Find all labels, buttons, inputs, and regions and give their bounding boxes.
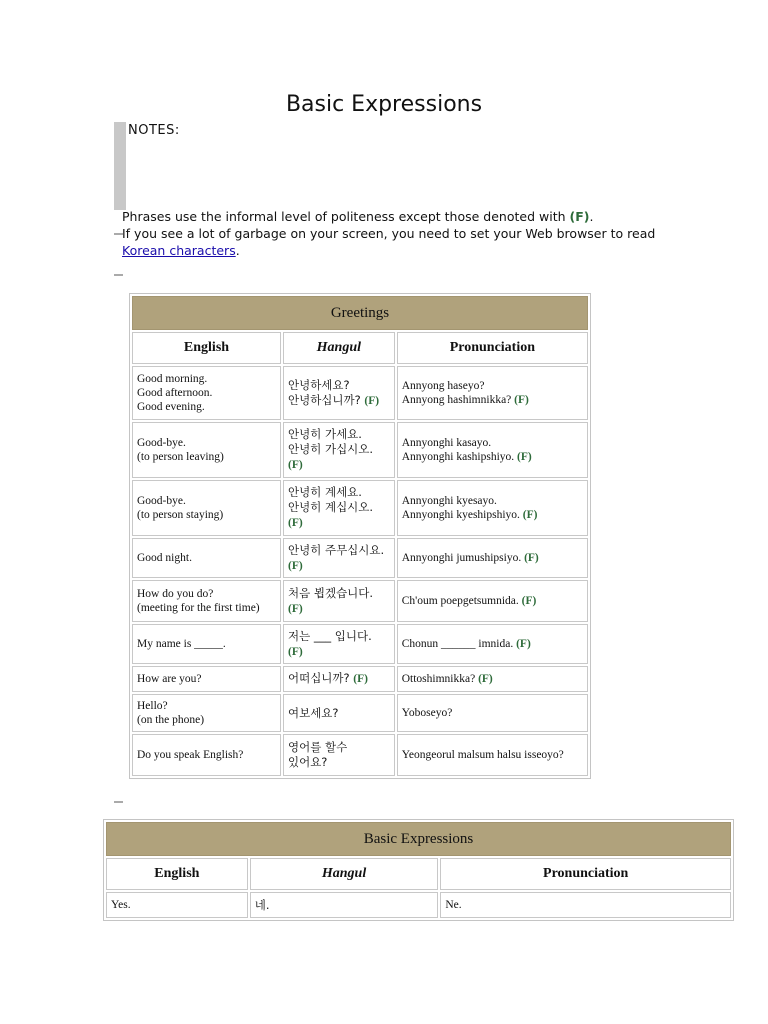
english-line: (to person leaving) xyxy=(137,451,224,463)
pronunciation-line xyxy=(402,748,583,762)
table-row xyxy=(132,538,588,578)
pronunciation-cell xyxy=(397,580,588,622)
divider-dash xyxy=(114,274,123,276)
pronunciation-text: Annyong haseyo? xyxy=(401,380,485,392)
hangul-text: 안녕히 가십시오. xyxy=(287,442,374,456)
hangul-text: 어떠십니까? xyxy=(287,671,350,685)
english-cell xyxy=(132,480,281,536)
english-line: Good-bye. xyxy=(137,495,186,507)
formal-marker: (F) xyxy=(287,602,303,615)
english-cell xyxy=(132,580,281,622)
english-line: Do you speak English? xyxy=(137,749,244,761)
hangul-text: 안녕하십니까? xyxy=(287,392,361,407)
english-line: Good night. xyxy=(137,552,192,564)
pronunciation-line xyxy=(402,551,583,565)
hangul-cell xyxy=(283,624,395,664)
pronunciation-text: Yoboseyo? xyxy=(401,707,453,719)
pronunciation-cell xyxy=(397,366,588,420)
english-cell xyxy=(132,666,281,692)
pronunciation-text: Annyonghi kyeshipshiyo. xyxy=(401,509,520,521)
pronunciation-text: Annyonghi kasayo. xyxy=(401,437,492,449)
formal-marker: (F) xyxy=(287,517,303,529)
politeness-note-end: . xyxy=(589,209,594,224)
pronunciation-cell xyxy=(397,694,588,732)
pronunciation-cell xyxy=(397,666,588,692)
english-cell xyxy=(132,734,281,776)
table-row xyxy=(132,480,588,536)
english-cell xyxy=(132,366,281,420)
hangul-text: 안녕히 계십시오. xyxy=(287,500,374,514)
pronunciation-line xyxy=(402,450,583,464)
english-line: (to person staying) xyxy=(137,509,224,521)
hangul-line xyxy=(288,442,390,457)
pronunciation-cell xyxy=(397,538,588,578)
pronunciation-text: Annyonghi jumushipsiyo. xyxy=(401,552,522,564)
hangul-line xyxy=(288,378,390,393)
hangul-text: 처음 뵙겠습니다. xyxy=(287,585,374,600)
table-row xyxy=(132,580,588,622)
formal-marker: (F) xyxy=(522,509,538,521)
hangul-cell xyxy=(283,666,395,692)
formal-marker: (F) xyxy=(287,459,303,471)
english-cell xyxy=(132,694,281,732)
hangul-line xyxy=(288,706,390,721)
divider-dash xyxy=(114,801,123,803)
hangul-text: 네. xyxy=(254,897,270,912)
hangul-line xyxy=(288,485,390,500)
table-row xyxy=(132,624,588,664)
encoding-note xyxy=(122,226,682,259)
english-line: (on the phone) xyxy=(137,714,205,726)
hangul-text: 안녕히 가세요. xyxy=(287,427,362,441)
hangul-text: 있어요? xyxy=(287,755,328,769)
pronunciation-line xyxy=(402,672,583,686)
korean-characters-link[interactable]: Korean characters xyxy=(122,242,236,258)
hangul-line xyxy=(288,543,390,558)
page-title: Basic Expressions xyxy=(285,92,483,117)
hangul-line xyxy=(288,601,390,617)
pronunciation-cell xyxy=(397,480,588,536)
hangul-line xyxy=(288,629,390,644)
table-row xyxy=(106,892,731,918)
notes-label: NOTES: xyxy=(128,123,180,138)
hangul-text: 저는 ___ 입니다. xyxy=(287,628,372,643)
formal-marker: (F) xyxy=(569,209,590,224)
formal-marker: (F) xyxy=(516,638,531,650)
pronunciation-cell xyxy=(397,422,588,478)
english-line: Good afternoon. xyxy=(137,387,213,399)
table-row xyxy=(132,734,588,776)
table-row xyxy=(132,694,588,732)
formal-marker: (F) xyxy=(521,595,537,607)
hangul-line xyxy=(288,427,390,442)
hangul-line xyxy=(288,740,390,755)
hangul-line xyxy=(288,457,390,473)
hangul-cell xyxy=(283,580,395,622)
hangul-line xyxy=(255,898,434,913)
formal-marker: (F) xyxy=(524,552,539,564)
politeness-note xyxy=(122,209,682,226)
hangul-line xyxy=(288,515,390,531)
hangul-line xyxy=(288,558,390,574)
pronunciation-text: Ch'oum poepgetsumnida. xyxy=(401,595,519,607)
english-cell xyxy=(132,538,281,578)
hangul-text: 영어를 할수 xyxy=(287,740,348,754)
hangul-line xyxy=(288,393,390,409)
english-line: (meeting for the first time) xyxy=(137,602,260,614)
column-header-hangul: Hangul xyxy=(250,858,439,890)
hangul-line xyxy=(288,500,390,515)
english-line: How are you? xyxy=(137,673,202,685)
table-row xyxy=(132,366,588,420)
pronunciation-line xyxy=(402,637,583,651)
hangul-cell xyxy=(250,892,439,918)
hangul-cell xyxy=(283,366,395,420)
pronunciation-cell xyxy=(397,734,588,776)
hangul-cell xyxy=(283,694,395,732)
pronunciation-line xyxy=(445,898,726,912)
pronunciation-line xyxy=(402,379,583,393)
hangul-line xyxy=(288,755,390,770)
pronunciation-text: Annyonghi kyesayo. xyxy=(401,495,497,507)
formal-marker: (F) xyxy=(514,394,529,406)
column-header-english: English xyxy=(106,858,248,890)
table-row xyxy=(132,666,588,692)
pronunciation-text: Ne. xyxy=(445,899,462,911)
hangul-line xyxy=(288,671,390,687)
pronunciation-text: Yeongeorul malsum halsu isseoyo? xyxy=(401,749,564,761)
formal-marker: (F) xyxy=(478,673,493,685)
english-cell xyxy=(106,892,248,918)
pronunciation-text: Annyong hashimnikka? xyxy=(401,394,512,406)
hangul-line xyxy=(288,586,390,601)
hangul-text: 안녕히 계세요. xyxy=(287,485,362,499)
politeness-note-text: Phrases use the informal level of politeness except those denoted with xyxy=(122,209,570,224)
hangul-cell xyxy=(283,734,395,776)
formal-marker: (F) xyxy=(287,645,303,658)
english-line: Yes. xyxy=(111,899,131,911)
hangul-cell xyxy=(283,538,395,578)
greetings-table xyxy=(129,293,591,779)
column-header-hangul: Hangul xyxy=(283,332,395,364)
formal-marker: (F) xyxy=(287,559,303,572)
english-line: Good morning. xyxy=(137,373,208,385)
english-line: My name is _____. xyxy=(137,638,226,650)
english-cell xyxy=(132,624,281,664)
english-line: Good evening. xyxy=(137,401,205,413)
formal-marker: (F) xyxy=(517,451,532,463)
hangul-line xyxy=(288,644,390,660)
pronunciation-line xyxy=(402,393,583,407)
pronunciation-line xyxy=(402,706,583,720)
pronunciation-line xyxy=(402,436,583,450)
basic-table-title: Basic Expressions xyxy=(106,822,731,856)
pronunciation-text: Ottoshimnikka? xyxy=(401,673,476,685)
table-row xyxy=(132,422,588,478)
english-line: Hello? xyxy=(137,700,168,712)
hangul-text: 안녕하세요? xyxy=(287,377,350,392)
column-header-pronunciation: Pronunciation xyxy=(397,332,588,364)
hangul-text: 안녕히 주무십시요. xyxy=(287,542,385,557)
hangul-text: 여보세요? xyxy=(287,705,339,720)
column-header-pronunciation: Pronunciation xyxy=(440,858,731,890)
pronunciation-text: Annyonghi kashipshiyo. xyxy=(401,451,515,463)
pronunciation-line xyxy=(402,508,583,522)
encoding-note-text: If you see a lot of garbage on your screen, you need to set your Web browser to read xyxy=(122,226,656,241)
english-line: Good-bye. xyxy=(137,437,186,449)
english-line: How do you do? xyxy=(137,588,214,600)
pronunciation-line xyxy=(402,494,583,508)
notes-sidebar-bar xyxy=(114,122,126,210)
pronunciation-cell xyxy=(440,892,731,918)
formal-marker: (F) xyxy=(353,673,368,685)
hangul-cell xyxy=(283,480,395,536)
basic-expressions-table xyxy=(103,819,734,921)
formal-marker: (F) xyxy=(364,394,380,407)
pronunciation-cell xyxy=(397,624,588,664)
encoding-note-end: . xyxy=(235,242,240,258)
column-header-english: English xyxy=(132,332,281,364)
pronunciation-text: Chonun ______ imnida. xyxy=(401,638,514,650)
greetings-table-title: Greetings xyxy=(132,296,588,330)
pronunciation-line xyxy=(402,594,583,608)
hangul-cell xyxy=(283,422,395,478)
english-cell xyxy=(132,422,281,478)
